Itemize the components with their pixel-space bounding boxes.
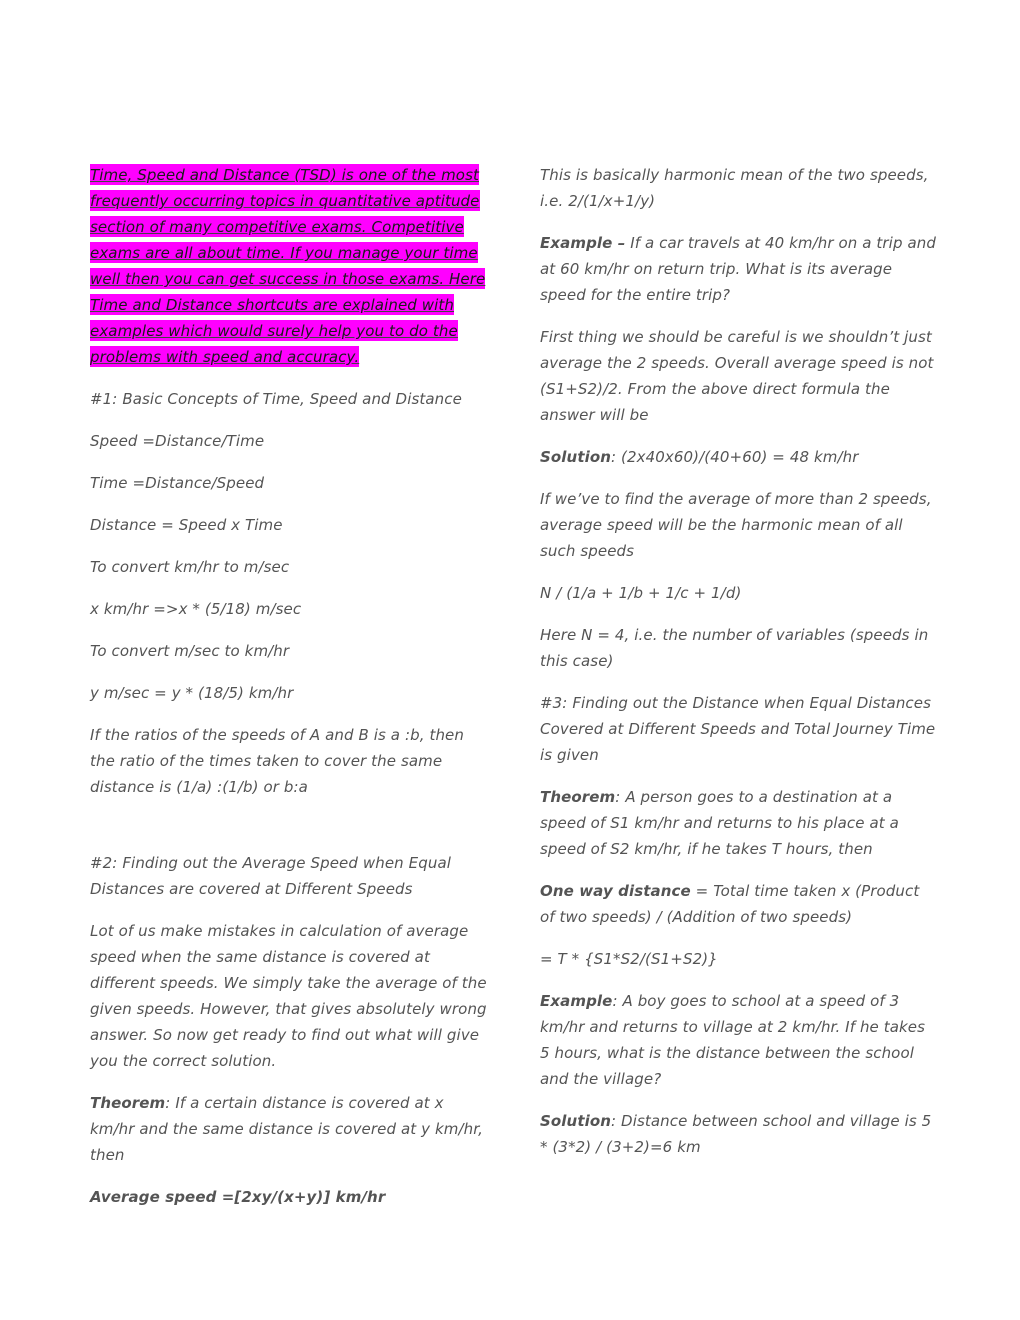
time-formula: Time =Distance/Speed [90, 474, 265, 492]
section-3-heading: #3: Finding out the Distance when Equal Distances Covered at Different Speeds and Total Journey Time is given [540, 694, 936, 764]
spacer [90, 816, 490, 850]
example-2-text: : A boy goes to school at a speed of 3 km/hr and returns to village at 2 km/hr. If he takes 5 hours, what is the distance between the school and the village? [540, 992, 926, 1088]
careful-paragraph: First thing we should be careful is we shouldn’t just average the 2 speeds. Overall average speed is not (S1+S2)/2. From the above direct formula the answer will be [540, 328, 934, 424]
theorem-paragraph [90, 1090, 490, 1168]
example-1-paragraph [540, 230, 938, 308]
solution-2-paragraph [540, 1108, 938, 1160]
left-column [90, 162, 490, 1226]
one-way-distance-text: = Total time taken x (Product of two speeds) / (Addition of two speeds) [540, 882, 920, 926]
solution-1-label: Solution [540, 448, 612, 466]
right-column [540, 162, 938, 1176]
highlighted-intro-text: Time, Speed and Distance (TSD) is one of the most frequently occurring topics in quantitative aptitude section of many competitive exams. Competitive exams are all about time. If you manage your time well then you can get success in those exams. Here Time and Distance shortcuts are explained with examples which would surely help you to do the problems with speed and accuracy. [90, 166, 486, 366]
section-1-heading: #1: Basic Concepts of Time, Speed and Distance [90, 390, 462, 408]
example-1-label: Example – [540, 234, 626, 252]
here-n-paragraph: Here N = 4, i.e. the number of variables (speeds in this case) [540, 626, 929, 670]
solution-2-text: : Distance between school and village is 5 * (3*2) / (3+2)=6 km [540, 1112, 932, 1156]
theorem-text: : If a certain distance is covered at x km/hr and the same distance is covered at y km/hr, then [90, 1094, 483, 1164]
convert-msec-formula: y m/sec = y * (18/5) km/hr [90, 684, 294, 702]
more-speeds-paragraph: If we’ve to find the average of more than 2 speeds, average speed will be the harmonic mean of all such speeds [540, 490, 932, 560]
harmonic-mean-paragraph: This is basically harmonic mean of the two speeds, i.e. 2/(1/x+1/y) [540, 166, 929, 210]
one-way-distance-paragraph [540, 878, 938, 930]
distance-formula: Distance = Speed x Time [90, 516, 283, 534]
mistakes-paragraph: Lot of us make mistakes in calculation of average speed when the same distance is covered at different speeds. We simply take the average of the given speeds. However, that gives absolutely wrong answer. So now get ready to find out what will give you the correct solution. [90, 922, 487, 1070]
example-2-label: Example [540, 992, 613, 1010]
one-way-distance-label: One way distance [540, 882, 691, 900]
convert-kmhr-text: To convert km/hr to m/sec [90, 558, 290, 576]
average-speed-formula: Average speed =[2xy/(x+y)] km/hr [90, 1188, 386, 1206]
example-1-text: If a car travels at 40 km/hr on a trip and at 60 km/hr on return trip. What is its average speed for the entire trip? [540, 234, 936, 304]
solution-1-paragraph [540, 444, 938, 470]
convert-kmhr-formula: x km/hr =>x * (5/18) m/sec [90, 600, 302, 618]
n-speeds-formula: N / (1/a + 1/b + 1/c + 1/d) [540, 584, 742, 602]
theorem-label: Theorem [90, 1094, 166, 1112]
speed-ratio-paragraph: If the ratios of the speeds of A and B is a :b, then the ratio of the times taken to cover the same distance is (1/a) :(1/b) or b:a [90, 726, 464, 796]
theorem-2-text: : A person goes to a destination at a speed of S1 km/hr and returns to his place at a speed of S2 km/hr, if he takes T hours, then [540, 788, 899, 858]
theorem-2-label: Theorem [540, 788, 616, 806]
intro-paragraph [90, 162, 490, 370]
theorem-2-paragraph [540, 784, 938, 862]
example-2-paragraph [540, 988, 938, 1092]
convert-msec-text: To convert m/sec to km/hr [90, 642, 290, 660]
section-2-heading: #2: Finding out the Average Speed when Equal Distances are covered at Different Speeds [90, 854, 452, 898]
speed-formula: Speed =Distance/Time [90, 432, 265, 450]
solution-2-label: Solution [540, 1112, 612, 1130]
solution-1-text: : (2x40x60)/(40+60) = 48 km/hr [611, 448, 859, 466]
t-formula: = T * {S1*S2/(S1+S2)} [540, 950, 718, 968]
